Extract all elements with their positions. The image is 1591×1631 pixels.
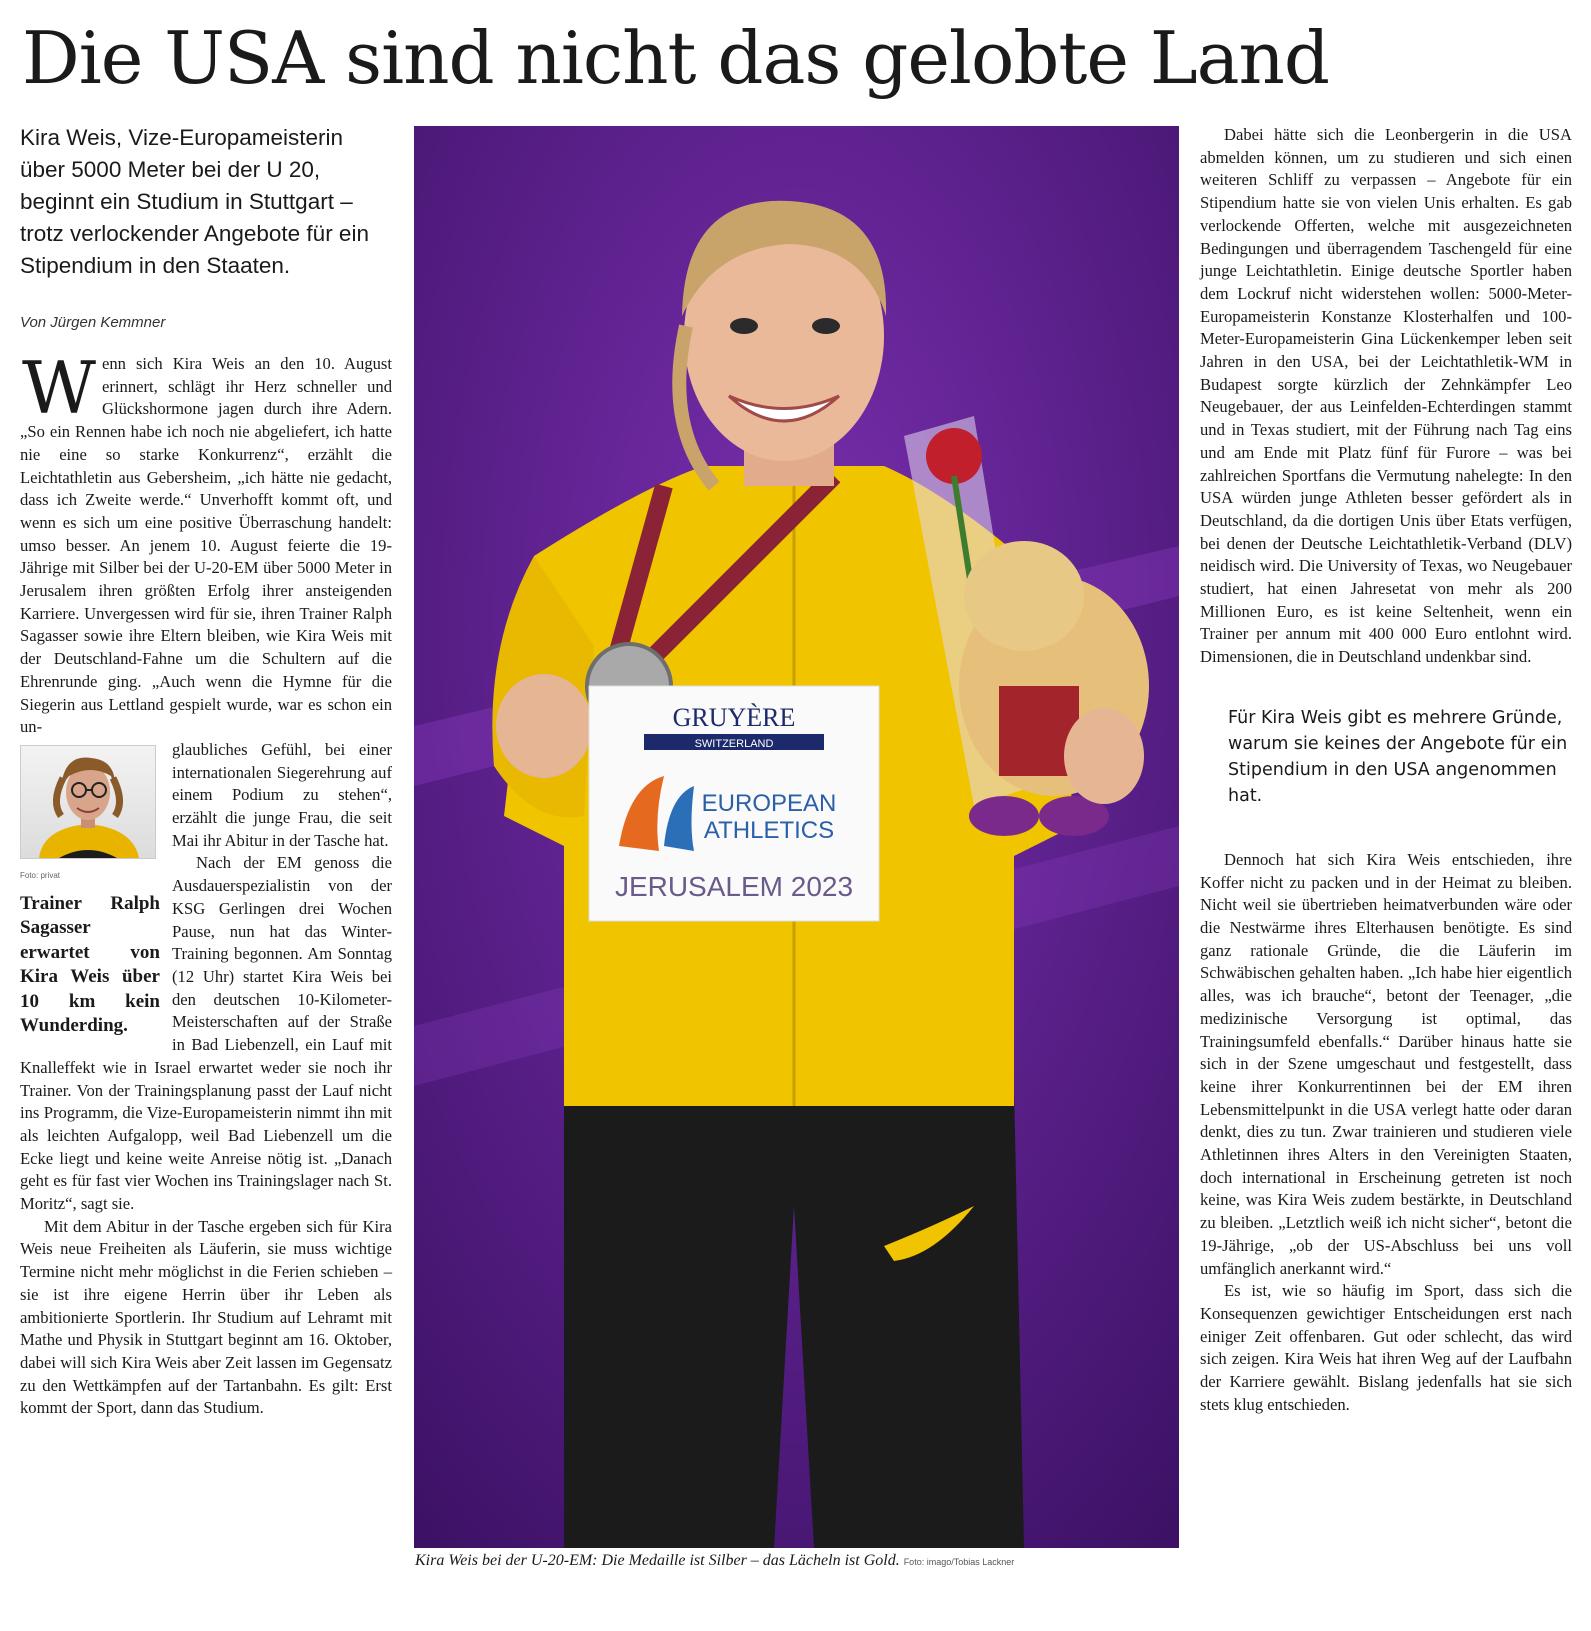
pull-quote: Für Kira Weis gibt es mehrere Gründe, warum sie keines der Angebote für ein Stipendium in den USA angenommen hat. [1228,707,1568,806]
photo-caption-text: Kira Weis bei der U-20-EM: Die Medaille ist Silber – das Lächeln ist Gold. [415,1552,900,1569]
right-column [1200,124,1572,1416]
photo-credit: Foto: imago/Tobias Lackner [903,1557,1015,1567]
bib-org-line2: ATHLETICS [703,817,835,844]
headline: Die USA sind nicht das gelobte Land [22,16,1330,100]
photo-caption [415,1552,1185,1570]
paragraph: Dennoch hat sich Kira Weis entschieden, ihre Koffer nicht zu packen und in der Heimat zu bleiben. Nicht weil sie übertrieben heimatverbunden wäre oder die Nestwärme ihres Elterhausen benötigte. Es sind ganz rationale Gründe, die die Läuferin im Schwäbischen gehalten haben. „Ich habe hier eigentlich alles, was ich brauche“, betont der Teenager, „die medizinische Versorgung ist optimal, das Trainingsumfeld ebenfalls.“ Darüber hinaus hatte sie sich in der Szene umgeschaut und festgestellt, dass keine ihrer Konkurrentinnen bei der EM ihren Lebensmittelpunkt in die USA verlegt hatte oder daran denkt, dies zu tun. Zwar trainieren und studieren viele Athletinnen ihres Alters in den Vereinigten Staaten, doch international in Erscheinung getreten ist noch keine, was Kira Weis zudem bestärkte, in Deutschland zu bleiben. „Letztlich weiß ich nicht sicher“, betont die 19-Jährige, „ob der US-Abschluss bei uns voll umfänglich anerkannt wird.“ [1200,849,1572,1278]
main-photo [414,126,1179,1548]
subheadline: Kira Weis, Vize-Europameisterin über 5000 Meter bei der U 20, beginnt ein Studium in Stuttgart – trotz verlockender Angebote für ein Stipendium in den Staaten. [20,125,369,278]
byline: Von Jürgen Kemmner [20,314,166,331]
article-body-right-2 [1200,849,1572,1417]
paragraph: glaubliches Gefühl, bei einer internationalen Siegerehrung auf einem Podium zu stehen“, erzählt die junge Frau, die seit Mai ihr Abitur in der Tasche hat. [172,739,392,850]
bib-sponsor: GRUYÈRE [672,703,796,732]
paragraph: Mit dem Abitur in der Tasche ergeben sich für Kira Weis neue Freiheiten als Läuferin, sie muss wichtige Termine nicht mehr möglichst in die Ferien schieben – sie ist ihre eigene Herrin über ihr Leben als ambitionierte Sportlerin. Ihr Studium auf Lehramt mit Mathe und Physik in Stuttgart beginnt am 16. Oktober, dabei will sich Kira Weis aber Zeit lassen im Gegensatz zu den Wettkämpfen auf der Tartanbahn. Es gilt: Erst kommt der Sport, dann das Studium. [20,1216,392,1418]
article-body-left [20,346,392,1420]
article-body-right [1200,124,1572,669]
paragraph-text: enn sich Kira Weis an den 10. August erinnert, schlägt ihr Herz schneller und Glückshormone jagen durch ihre Adern. „So ein Rennen habe ich noch nie abgeliefert, ich hatte nie eine so starke Konkurrenz“, erzählt die Leichtathletin aus Gebersheim, „ich hätte nie gedacht, dass ich Zweite werde.“ Unverhofft kommt oft, und wenn es sich um eine positive Überraschung handelt: umso besser. An jenem 10. August feierte die 19-Jährige mit Silber bei der U-20-EM über 5000 Meter in Jerusalem ihren größten Erfolg ihrer ansteigenden Karriere. Unvergessen wird für sie, ihren Trainer Ralph Sagasser sowie ihre Eltern bleiben, wie Kira Weis mit der Deutschland-Fahne um die Schultern auf die Ehrenrunde ging. „Auch wenn die Hymne für die Siegerin aus Lettland gespielt wurde, war es schon ein un- [20,354,392,737]
bib-event: JERUSALEM 2023 [614,871,854,902]
bib-org-line1: EUROPEAN [701,790,837,817]
drop-cap: W [22,346,97,430]
trainer-caption: Trainer Ralph Sagasser erwartet von Kira Weis über 10 km kein Wunderding. [20,892,160,1037]
paragraph: Es ist, wie so häufig im Sport, dass sich die Konsequenzen gewichtiger Entscheidungen erst nach einiger Zeit offenbaren. Gut oder schlecht, das wird sich zeigen. Kira Weis hat ihren Weg auf der Laufbahn der Karriere gewählt. Bislang jedenfalls hat sie sich stets klug entschieden. [1200,1281,1572,1414]
athlete-illustration [414,126,1179,1548]
trainer-photo-credit: Foto: privat [20,870,61,880]
bib-sponsor-sub: SWITZERLAND [694,738,774,750]
paragraph: Dabei hätte sich die Leonbergerin in die USA abmelden können, um zu studieren und sich einen weiteren Schliff zu verpassen – Angebote für ein Stipendium hatte sie von vielen Unis erhalten. Es gab verlockende Offerten, welche mit ausgezeichneten Bedingungen und überragendem Taschengeld für eine junge Leichtathletin. Einige deutsche Sportler haben dem Lockruf nicht widerstehen wollen: 5000-Meter-Europameisterin Konstanze Klosterhalfen und 100-Meter-Europameisterin Gina Lückenkemper leben seit Jahren in den USA, bei der Leichtathletik-WM in Budapest sorgte kürzlich der Zehnkämpfer Leo Neugebauer, der aus Leinfelden-Echterdingen stammt und in Texas studiert, mit der Führung nach Tag eins und am Ende mit Platz fünf für Furore – was bei zahlreichen Sportfans die Vermutung nahelegte: In den USA würden junge Athleten besser gefördert als in Deutschland, da die dortigen Unis über Etats verfügen, bei denen der Deutsche Leichtathletik-Verband (DLV) neidisch wird. Die University of Texas, wo Neugebauer studiert, hat einen Jahresetat von mehr als 200 Millionen Euro, es ist keine Seltenheit, wenn ein Trainer per annum mit 400 000 Euro entlohnt wird. Dimensionen, die in Deutschland undenkbar sind. [1200,125,1572,667]
paragraph [20,346,392,739]
left-column [20,122,392,1420]
trainer-photo [20,745,156,859]
paragraph: Nach der EM genoss die Ausdauerspezialistin von der KSG Gerlingen drei Wochen Pause, nun hat das Winter-Training begonnen. Am Sonntag (12 Uhr) startet Kira Weis bei den deutschen 10-Kilometer-Meisterschaften auf der Straße in Bad Liebenzell, ein Lauf mit Knalleffekt wie in Israel erwartet weder sie noch ihr Trainer. Von der Trainingsplanung passt der Lauf nicht ins Programm, die Vize-Europameisterin nimmt ihn mit als leichten Aufgalopp, weil Bad Liebenzell um die Ecke liegt und keine weite Anreise nötig ist. „Danach geht es für fast vier Wochen ins Trainingslager nach St. Moritz“, sagt sie. [20,853,392,1214]
trainer-inset [20,745,160,1039]
